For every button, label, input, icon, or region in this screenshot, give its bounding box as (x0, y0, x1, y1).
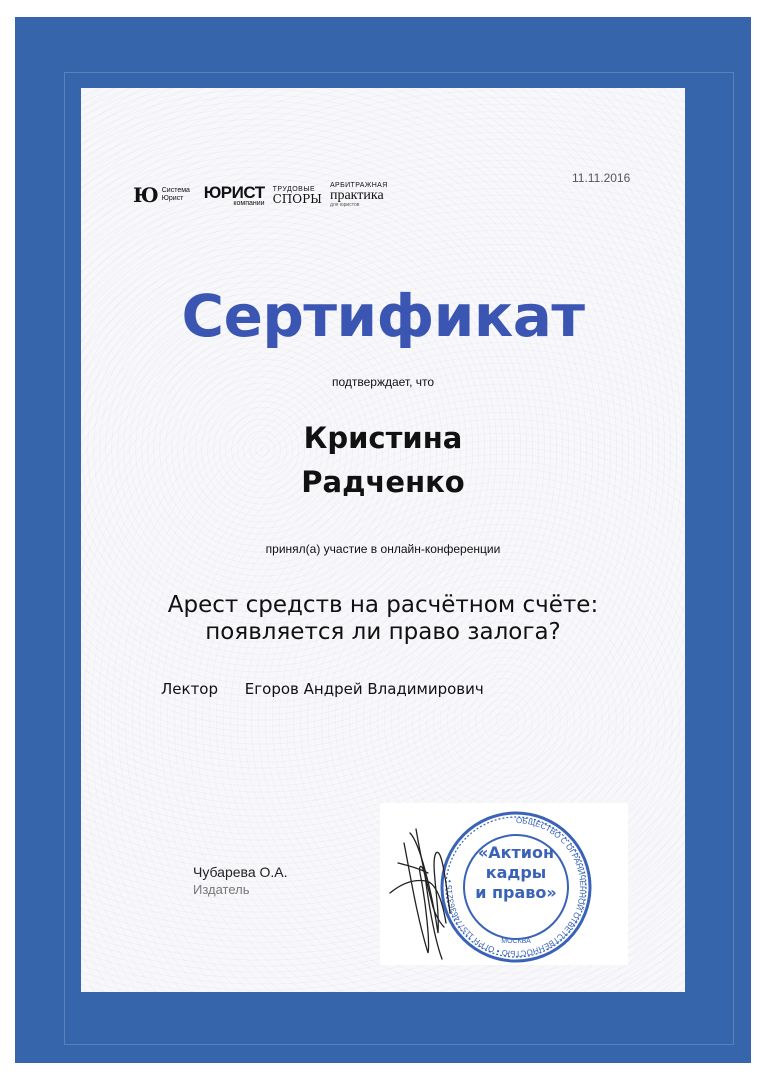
stamp-city: МОСКВА (501, 938, 531, 945)
confirms-text: подтверждает, что (331, 375, 435, 389)
conference-topic (81, 592, 685, 646)
yurist-kompanii-logo (204, 184, 265, 207)
arb-tagline: для юристов (329, 202, 360, 208)
signer-name: Чубарева О.А. (193, 864, 288, 880)
stamp-center-line-1: «Актион (477, 843, 555, 862)
issue-date: 11.11.2016 (572, 171, 631, 185)
kompanii-word: компании (233, 199, 265, 207)
participation-text: принял(а) участие в онлайн-конференции (265, 542, 501, 556)
sistema-text: Система Юрист (161, 187, 190, 202)
lecturer-row (161, 680, 484, 698)
stamp-and-signature (380, 803, 628, 965)
sistema-yurist-logo (133, 183, 196, 207)
trudovye-word: ТРУДОВЫЕ (272, 185, 316, 193)
round-stamp (442, 813, 590, 961)
arbitrazhnaya-word: АРБИТРАЖНАЯ (329, 182, 388, 189)
certificate-title: Сертификат (181, 282, 585, 350)
arbitrazhnaya-praktika-logo (330, 182, 388, 208)
stamp-center-line-2: кадры (485, 863, 547, 882)
sistema-mark: Ю (133, 183, 159, 207)
recipient-last-name: Радченко (301, 465, 465, 499)
publisher-logos (133, 180, 388, 210)
signer-role: Издатель (193, 882, 250, 897)
praktika-word: практика (329, 188, 384, 203)
stamp-ring-text: ОБЩЕСТВО С ОГРАНИЧЕННОЙ ОТВЕТСТВЕННОСТЬЮ • ОГРН 1157746363215 • (444, 815, 588, 959)
lecturer-label: Лектор (161, 680, 219, 698)
topic-line-2: появляется ли право залога? (205, 619, 561, 645)
stamp-center-line-3: и право» (475, 883, 557, 902)
stamp-svg (380, 803, 628, 965)
lecturer-name: Егоров Андрей Владимирович (244, 680, 484, 698)
recipient-first-name: Кристина (303, 421, 463, 455)
topic-line-1: Арест средств на расчётном счёте: (167, 592, 599, 618)
spory-word: СПОРЫ (272, 191, 322, 206)
recipient-name (81, 416, 685, 504)
yurist-word: ЮРИСТ (203, 182, 265, 202)
trudovye-spory-logo (273, 186, 322, 205)
